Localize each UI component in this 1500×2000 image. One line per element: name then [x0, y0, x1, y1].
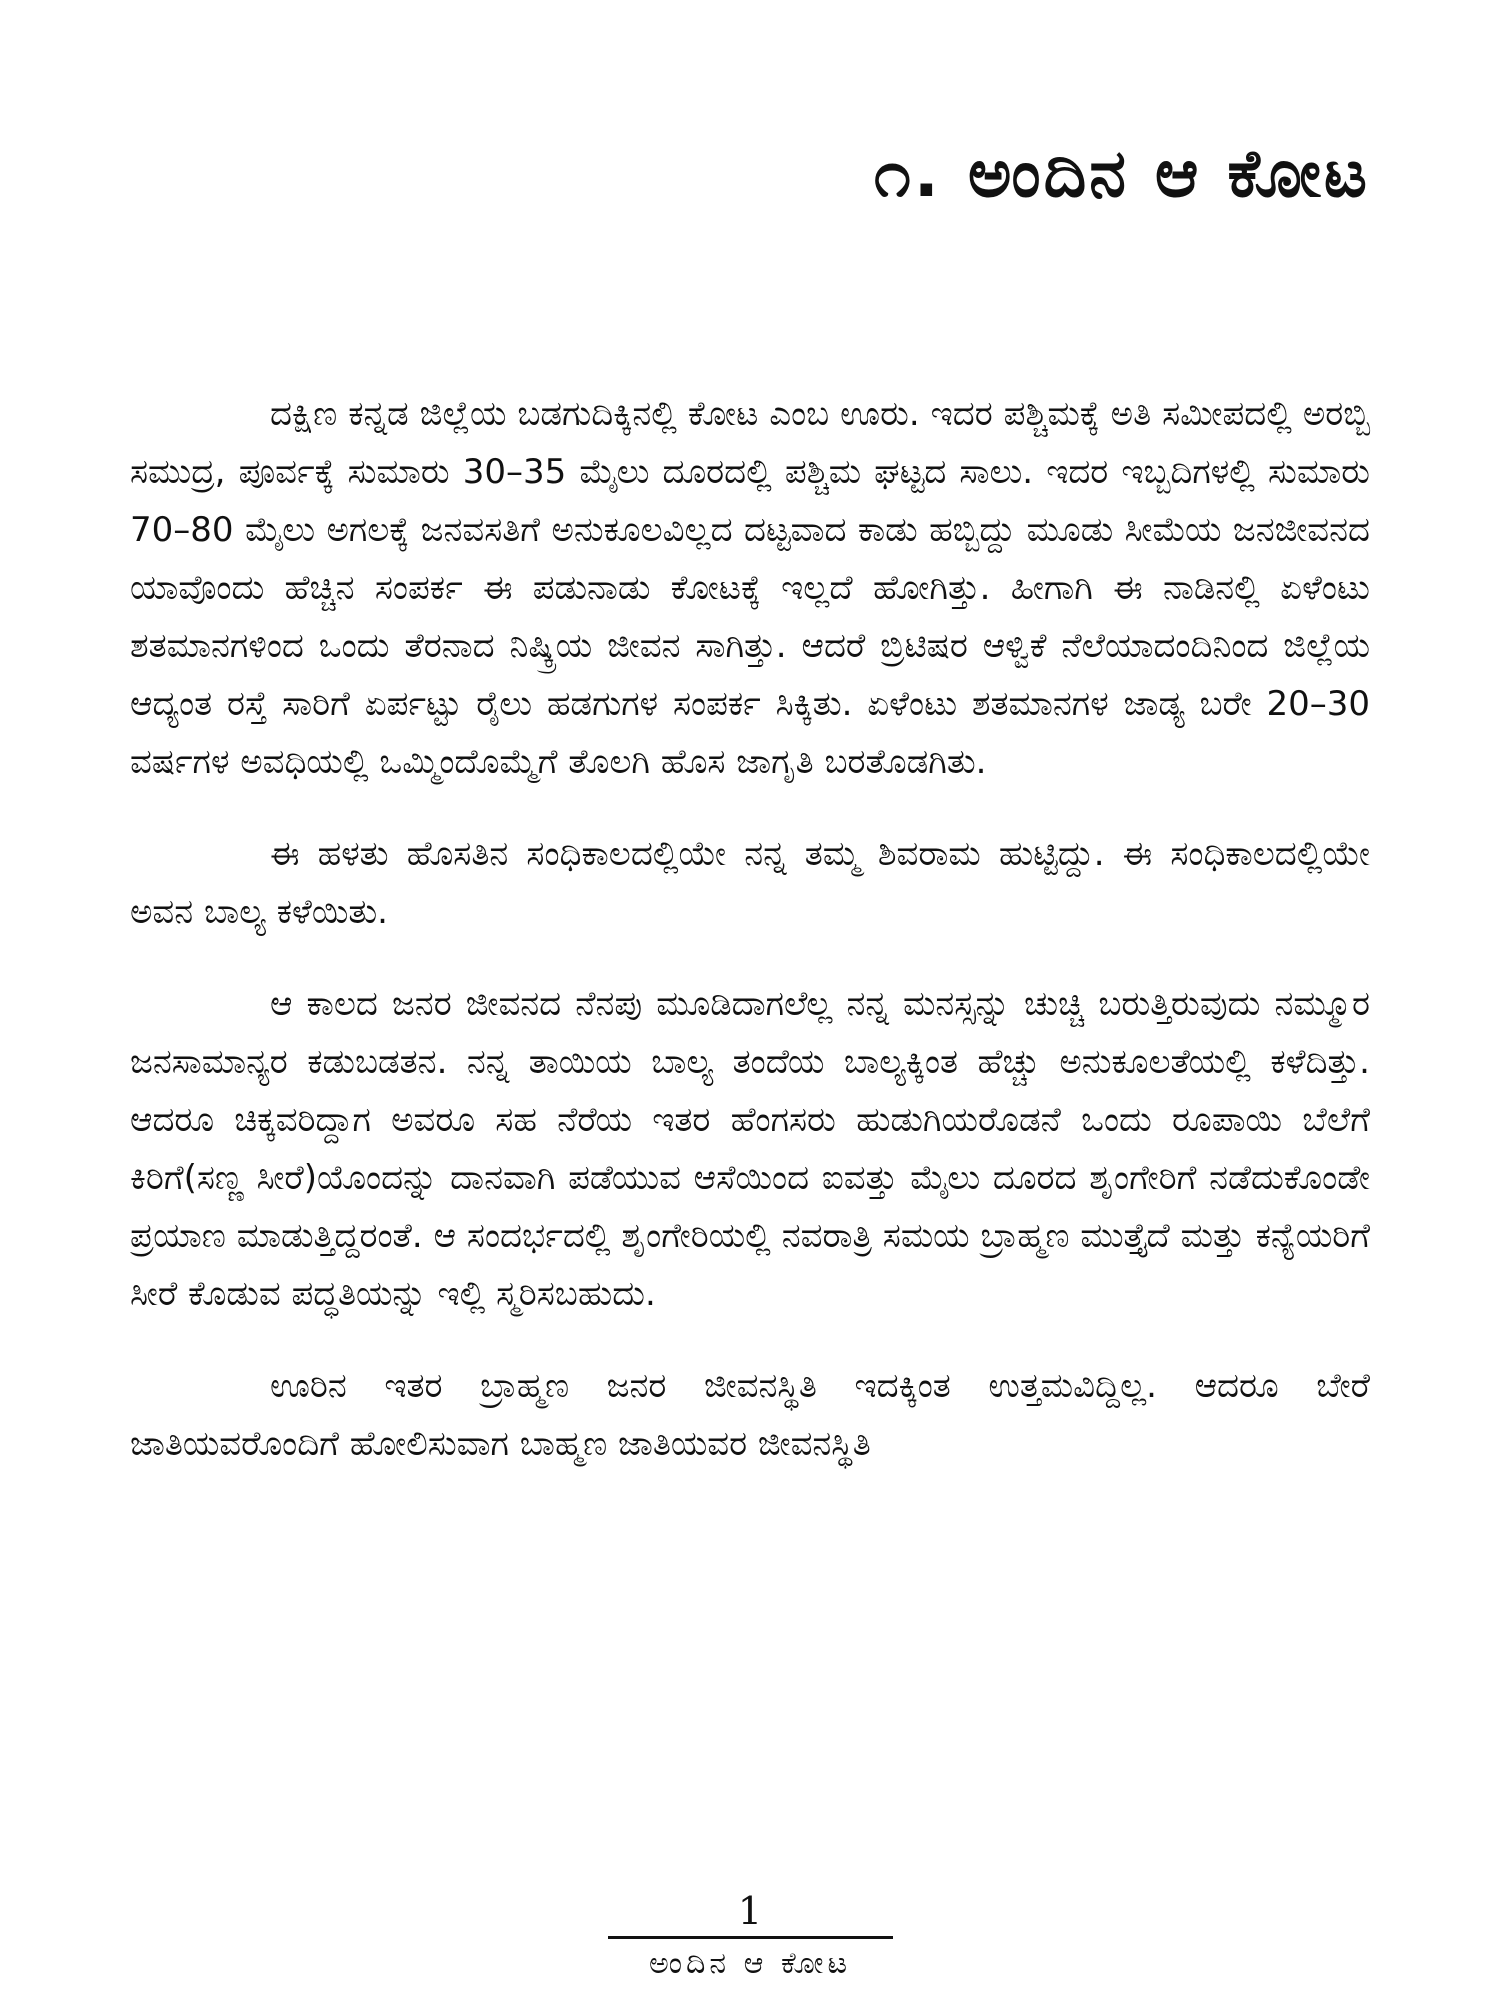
paragraph-4: ಊರಿನ ಇತರ ಬ್ರಾಹ್ಮಣ ಜನರ ಜೀವನಸ್ಥಿತಿ ಇದಕ್ಕಿಂತ ಉತ್ತಮವಿದ್ದಿಲ್ಲ. ಆದರೂ ಬೇರೆ ಜಾತಿಯವರೊಂದಿಗೆ ಹೋಲಿಸುವಾಗ ಬಾಹ್ಮಣ ಜಾತಿಯವರ ಜೀವನಸ್ಥಿತಿ — [130, 1366, 1370, 1464]
paragraph-3: ಆ ಕಾಲದ ಜನರ ಜೀವನದ ನೆನಪು ಮೂಡಿದಾಗಲೆಲ್ಲ ನನ್ನ ಮನಸ್ಸನ್ನು ಚುಚ್ಚಿ ಬರುತ್ತಿರುವುದು ನಮ್ಮೂರ ಜನಸಾಮಾನ್ಯರ ಕಡುಬಡತನ. ನನ್ನ ತಾಯಿಯ ಬಾಲ್ಯ ತಂದೆಯ ಬಾಲ್ಯಕ್ಕಿಂತ ಹೆಚ್ಚು ಅನುಕೂಲತೆಯಲ್ಲಿ ಕಳೆದಿತ್ತು. ಆದರೂ ಚಿಕ್ಕವರಿದ್ದಾಗ ಅವರೂ ಸಹ ನೆರೆಯ ಇತರ ಹೆಂಗಸರು ಹುಡುಗಿಯರೊಡನೆ ಒಂದು ರೂಪಾಯಿ ಬೆಲೆಗೆ ಕಿರಿಗೆ(ಸಣ್ಣ ಸೀರೆ)ಯೊಂದನ್ನು ದಾನವಾಗಿ ಪಡೆಯುವ ಆಸೆಯಿಂದ ಐವತ್ತು ಮೈಲು ದೂರದ ಶೃಂಗೇರಿಗೆ ನಡೆದುಕೊಂಡೇ ಪ್ರಯಾಣ ಮಾಡುತ್ತಿದ್ದರಂತೆ. ಆ ಸಂದರ್ಭದಲ್ಲಿ ಶೃಂಗೇರಿಯಲ್ಲಿ ನವರಾತ್ರಿ ಸಮಯ ಬ್ರಾಹ್ಮಣ ಮುತ್ತೈದೆ ಮತ್ತು ಕನ್ಯೆಯರಿಗೆ ಸೀರೆ ಕೊಡುವ ಪದ್ಧತಿಯನ್ನು ಇಲ್ಲಿ ಸ್ಮರಿಸಬಹುದು. — [130, 984, 1370, 1314]
running-title: ಅಂದಿನ ಆ ಕೋಟ — [648, 1946, 852, 1981]
page-footer — [0, 1890, 1500, 1981]
body-text — [130, 385, 1370, 1507]
paragraph-1: ದಕ್ಷಿಣ ಕನ್ನಡ ಜಿಲ್ಲೆಯ ಬಡಗುದಿಕ್ಕಿನಲ್ಲಿ ಕೋಟ ಎಂಬ ಊರು. ಇದರ ಪಶ್ಚಿಮಕ್ಕೆ ಅತಿ ಸಮೀಪದಲ್ಲಿ ಅರಬ್ಬಿ ಸಮುದ್ರ, ಪೂರ್ವಕ್ಕೆ ಸುಮಾರು 30–35 ಮೈಲು ದೂರದಲ್ಲಿ ಪಶ್ಚಿಮ ಘಟ್ಟದ ಸಾಲು. ಇದರ ಇಬ್ಬದಿಗಳಲ್ಲಿ ಸುಮಾರು 70–80 ಮೈಲು ಅಗಲಕ್ಕೆ ಜನವಸತಿಗೆ ಅನುಕೂಲವಿಲ್ಲದ ದಟ್ಟವಾದ ಕಾಡು ಹಬ್ಬಿದ್ದು ಮೂಡು ಸೀಮೆಯ ಜನಜೀವನದ ಯಾವೊಂದು ಹೆಚ್ಚಿನ ಸಂಪರ್ಕ ಈ ಪಡುನಾಡು ಕೋಟಕ್ಕೆ ಇಲ್ಲದೆ ಹೋಗಿತ್ತು. ಹೀಗಾಗಿ ಈ ನಾಡಿನಲ್ಲಿ ಏಳೆಂಟು ಶತಮಾನಗಳಿಂದ ಒಂದು ತೆರನಾದ ನಿಷ್ಕ್ರಿಯ ಜೀವನ ಸಾಗಿತ್ತು. ಆದರೆ ಬ್ರಿಟಿಷರ ಆಳ್ವಿಕೆ ನೆಲೆಯಾದಂದಿನಿಂದ ಜಿಲ್ಲೆಯ ಆದ್ಯಂತ ರಸ್ತೆ ಸಾರಿಗೆ ಏರ್ಪಟ್ಟು ರೈಲು ಹಡಗುಗಳ ಸಂಪರ್ಕ ಸಿಕ್ಕಿತು. ಏಳೆಂಟು ಶತಮಾನಗಳ ಜಾಡ್ಯ ಬರೇ 20–30 ವರ್ಷಗಳ ಅವಧಿಯಲ್ಲಿ ಒಮ್ಮಿಂದೊಮ್ಮೆಗೆ ತೊಲಗಿ ಹೊಸ ಜಾಗೃತಿ ಬರತೊಡಗಿತು. — [130, 394, 1370, 782]
paragraph-2: ಈ ಹಳತು ಹೊಸತಿನ ಸಂಧಿಕಾಲದಲ್ಲಿಯೇ ನನ್ನ ತಮ್ಮ ಶಿವರಾಮ ಹುಟ್ಟಿದ್ದು. ಈ ಸಂಧಿಕಾಲದಲ್ಲಿಯೇ ಅವನ ಬಾಲ್ಯ ಕಳೆಯಿತು. — [130, 834, 1370, 932]
chapter-title: ೧. ಅಂದಿನ ಆ ಕೋಟ — [873, 135, 1370, 212]
page-number: 1 — [737, 1889, 763, 1933]
footer-divider — [608, 1936, 893, 1939]
